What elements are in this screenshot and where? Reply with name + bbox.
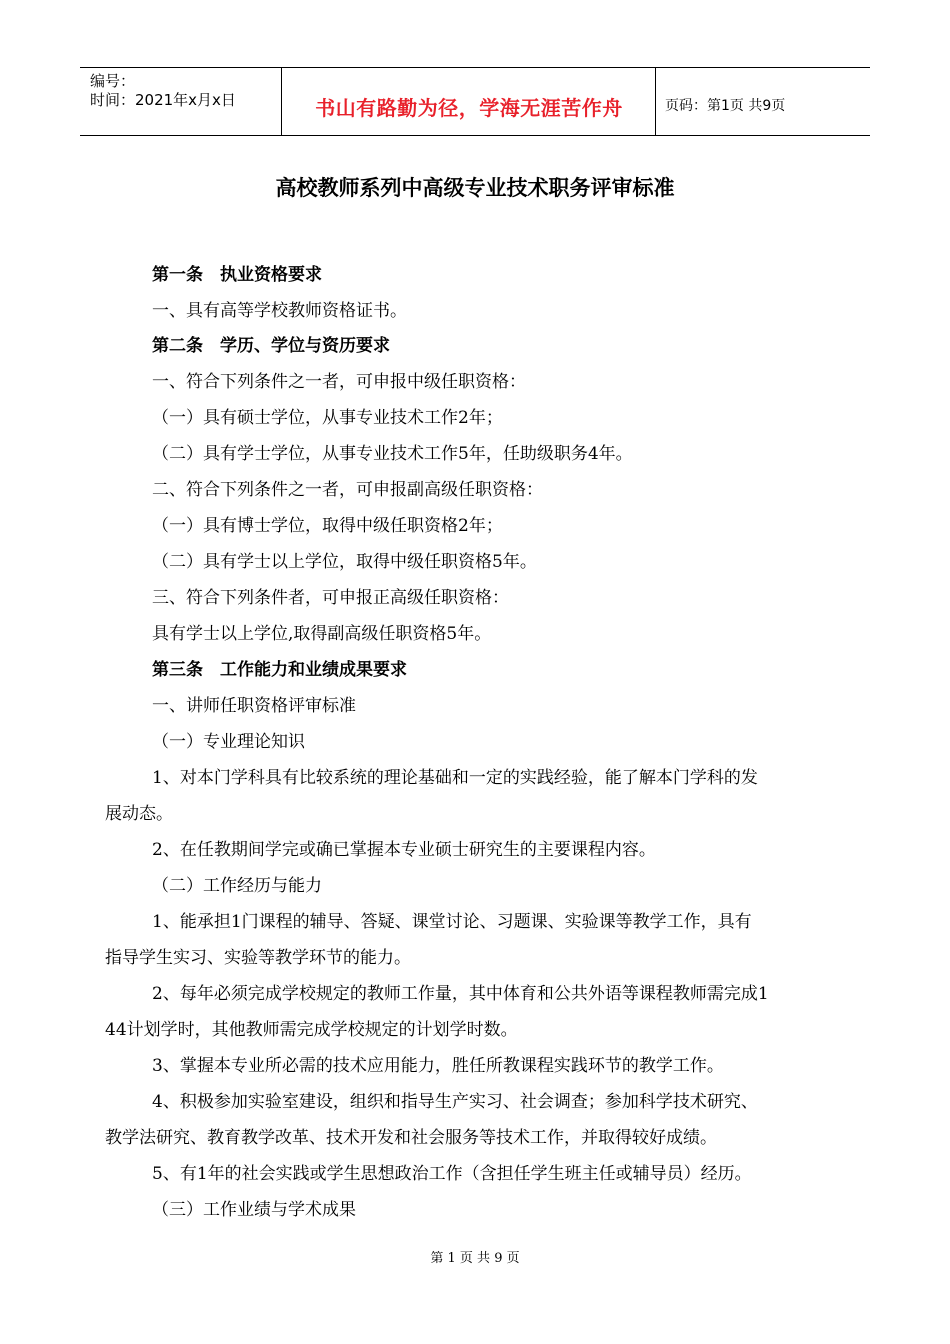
paragraph-line: 三、符合下列条件者，可申报正高级任职资格： bbox=[152, 588, 509, 608]
paragraph-line: 展动态。 bbox=[105, 804, 173, 824]
section-heading: 第三条 工作能力和业绩成果要求 bbox=[152, 660, 407, 680]
paragraph-line: 一、讲师任职资格评审标准 bbox=[152, 696, 356, 716]
paragraph-line: 具有学士以上学位,取得副高级任职资格5年。 bbox=[152, 624, 492, 644]
header-date-label: 时间：2021年x月x日 bbox=[90, 91, 236, 109]
paragraph-line: 2、在任教期间学完或确已掌握本专业硕士研究生的主要课程内容。 bbox=[152, 840, 656, 860]
header-motto: 书山有路勤为径，学海无涯苦作舟 bbox=[315, 96, 623, 120]
paragraph-line: 1、对本门学科具有比较系统的理论基础和一定的实践经验，能了解本门学科的发 bbox=[152, 768, 758, 788]
header-divider-right bbox=[655, 67, 656, 135]
paragraph-line: （一）具有硕士学位，从事专业技术工作2年； bbox=[152, 408, 503, 428]
header-bottom-rule bbox=[80, 135, 870, 136]
header-page-info: 页码：第1页 共9页 bbox=[665, 98, 786, 114]
document-title: 高校教师系列中高级专业技术职务评审标准 bbox=[275, 176, 675, 200]
paragraph-line: 1、能承担1门课程的辅导、答疑、课堂讨论、习题课、实验课等教学工作，具有 bbox=[152, 912, 752, 932]
header-meta bbox=[90, 72, 236, 110]
paragraph-line: 教学法研究、教育教学改革、技术开发和社会服务等技术工作，并取得较好成绩。 bbox=[105, 1128, 717, 1148]
paragraph-line: 一、具有高等学校教师资格证书。 bbox=[152, 301, 407, 321]
header-number-label: 编号： bbox=[90, 72, 136, 90]
header-divider-left bbox=[281, 67, 282, 135]
paragraph-line: （三）工作业绩与学术成果 bbox=[152, 1200, 356, 1220]
paragraph-line: （二）工作经历与能力 bbox=[152, 876, 322, 896]
section-heading: 第一条 执业资格要求 bbox=[152, 265, 322, 285]
paragraph-line: 指导学生实习、实验等教学环节的能力。 bbox=[105, 948, 411, 968]
paragraph-line: 一、符合下列条件之一者，可申报中级任职资格： bbox=[152, 372, 526, 392]
paragraph-line: （一）具有博士学位，取得中级任职资格2年； bbox=[152, 516, 503, 536]
paragraph-line: 3、掌握本专业所必需的技术应用能力，胜任所教课程实践环节的教学工作。 bbox=[152, 1056, 724, 1076]
paragraph-line: （二）具有学士以上学位，取得中级任职资格5年。 bbox=[152, 552, 537, 572]
paragraph-line: 2、每年必须完成学校规定的教师工作量，其中体育和公共外语等课程教师需完成1 bbox=[152, 984, 769, 1004]
paragraph-line: （一）专业理论知识 bbox=[152, 732, 305, 752]
page-footer: 第 1 页 共 9 页 bbox=[430, 1251, 520, 1266]
header-top-rule bbox=[80, 67, 870, 68]
section-heading: 第二条 学历、学位与资历要求 bbox=[152, 336, 390, 356]
paragraph-line: 4、积极参加实验室建设，组织和指导生产实习、社会调查；参加科学技术研究、 bbox=[152, 1092, 758, 1112]
paragraph-line: （二）具有学士学位，从事专业技术工作5年，任助级职务4年。 bbox=[152, 444, 633, 464]
paragraph-line: 5、有1年的社会实践或学生思想政治工作（含担任学生班主任或辅导员）经历。 bbox=[152, 1164, 752, 1184]
paragraph-line: 二、符合下列条件之一者，可申报副高级任职资格： bbox=[152, 480, 543, 500]
paragraph-line: 44计划学时，其他教师需完成学校规定的计划学时数。 bbox=[105, 1020, 518, 1040]
